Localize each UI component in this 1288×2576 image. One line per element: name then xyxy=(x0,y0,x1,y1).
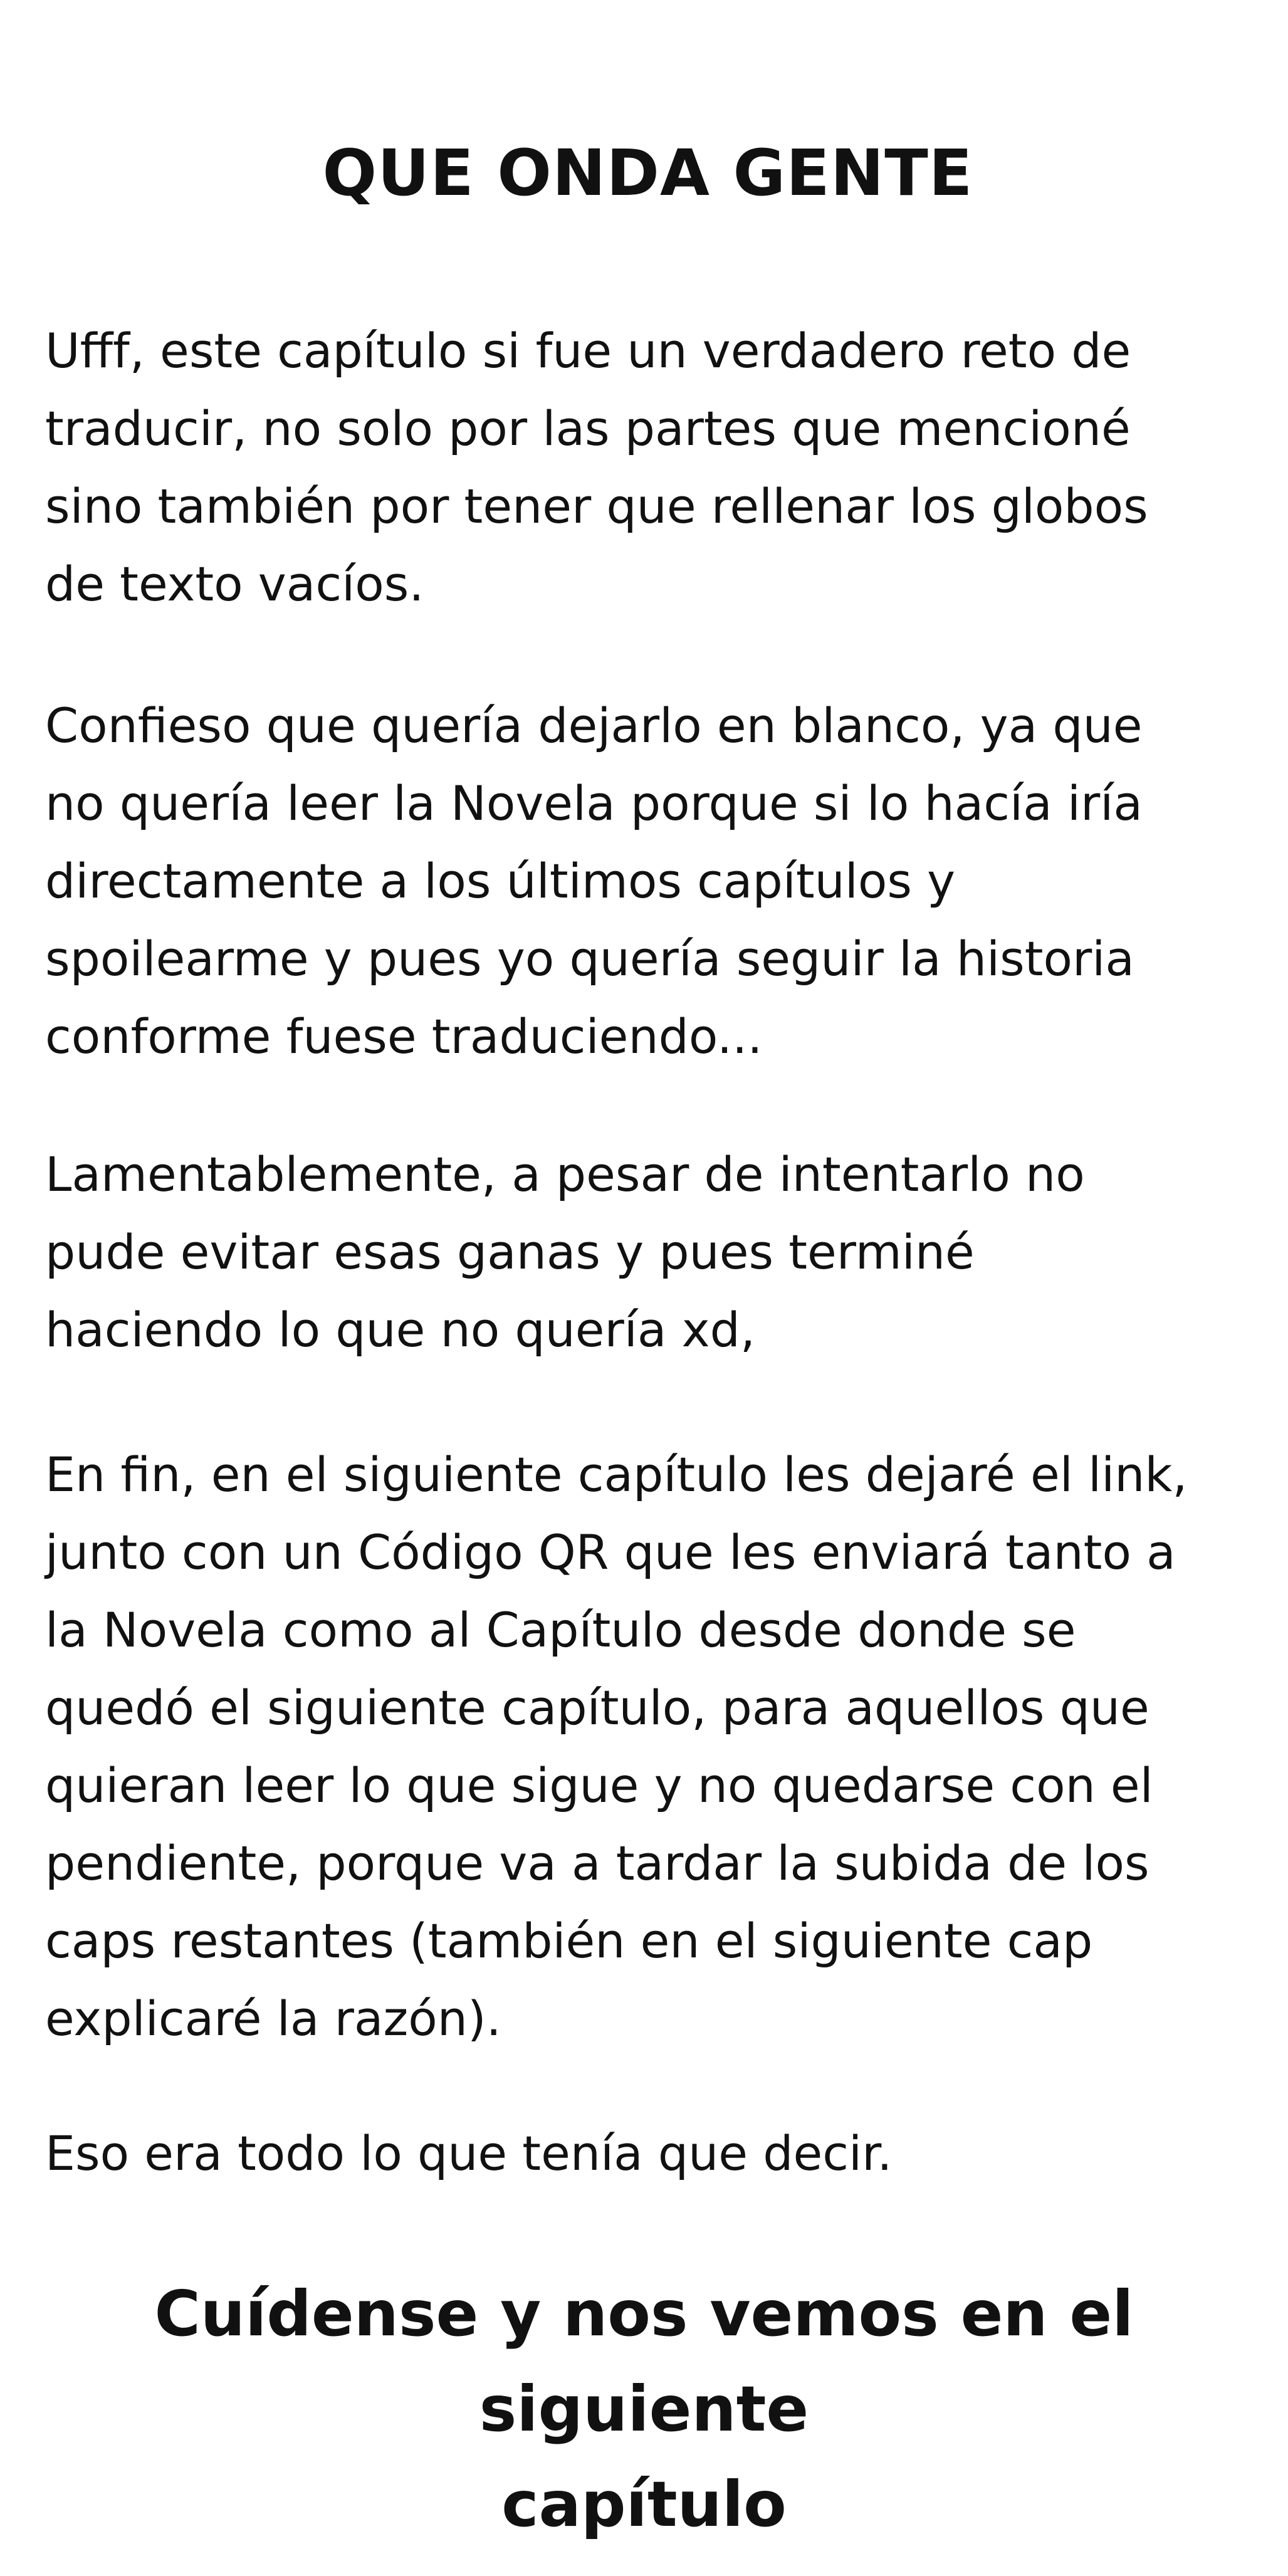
text-line: haciendo lo que no quería xd, xyxy=(45,1302,756,1358)
paragraph-intro xyxy=(45,312,1148,623)
paragraph-regret xyxy=(45,1136,1085,1369)
page-title: QUE ONDA GENTE xyxy=(322,136,973,211)
text-line: Ufff, este capítulo si fue un verdadero reto de xyxy=(45,323,1131,379)
text-line: explicaré la razón). xyxy=(45,1991,501,2046)
text-line: la Novela como al Capítulo desde donde se xyxy=(45,1602,1076,1658)
closing-line: Cuídense y nos vemos en el siguiente xyxy=(154,2277,1134,2446)
text-line: Lamentablemente, a pesar de intentarlo no xyxy=(45,1146,1085,1202)
text-line: directamente a los últimos capítulos y xyxy=(45,853,956,909)
text-line: de texto vacíos. xyxy=(45,556,424,612)
text-line: Eso era todo lo que tenía que decir. xyxy=(45,2125,893,2181)
text-line: conforme fuese traduciendo... xyxy=(45,1008,763,1064)
closing-message xyxy=(0,2266,1288,2552)
paragraph-link-info xyxy=(45,1436,1188,2058)
text-line: Confieso que quería dejarlo en blanco, ya que xyxy=(45,698,1143,753)
text-line: spoilearme y pues yo quería seguir la historia xyxy=(45,931,1134,987)
text-line: quedó el siguiente capítulo, para aquellos que xyxy=(45,1680,1149,1736)
text-line: pendiente, porque va a tardar la subida de los xyxy=(45,1835,1149,1891)
text-line: traducir, no solo por las partes que mencioné xyxy=(45,401,1131,456)
paragraph-confession xyxy=(45,687,1143,1076)
text-line: quieran leer lo que sigue y no quedarse con el xyxy=(45,1757,1153,1813)
text-line: no quería leer la Novela porque si lo hacía iría xyxy=(45,775,1143,831)
text-line: sino también por tener que rellenar los globos xyxy=(45,478,1148,534)
closing-line: capítulo xyxy=(501,2468,787,2541)
text-line: junto con un Código QR que les enviará tanto a xyxy=(45,1524,1176,1580)
paragraph-ending xyxy=(45,2115,893,2192)
text-line: En fin, en el siguiente capítulo les dejaré el link, xyxy=(45,1447,1188,1502)
text-line: caps restantes (también en el siguiente cap xyxy=(45,1913,1093,1969)
text-line: pude evitar esas ganas y pues terminé xyxy=(45,1224,975,1280)
